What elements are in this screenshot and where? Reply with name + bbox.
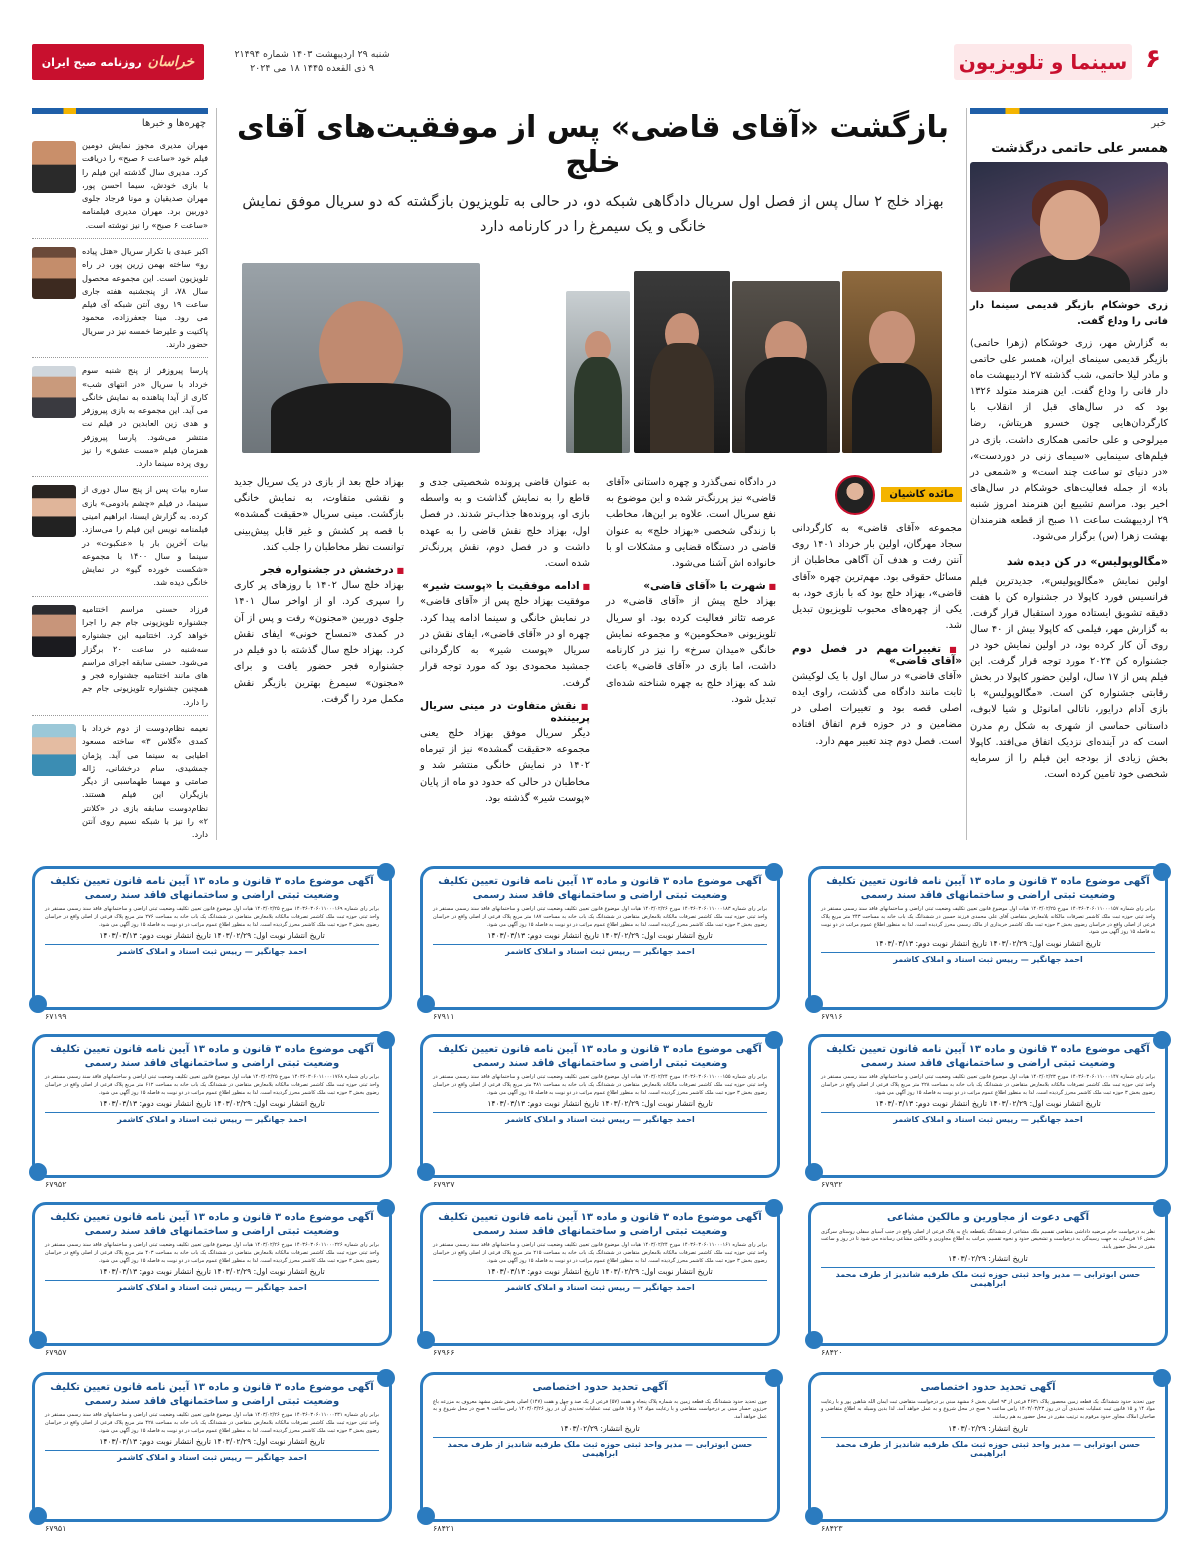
article-paragraph: بهزاد خلج سال ۱۴۰۲ با روزهای پر کاری را سپری کرد. او از اواخر سال ۱۴۰۱ جلوی دوربین «مجنون» رفت و پس از آن در کمدی «تمساح خونی» ایفای نقش کرد. بهزاد خلج سال گذشته با دو فیلم در جشنواره فجر حضور یافت و برای «مجنون» سیمرغ بهترین بازیگر نقش مکمل مرد را گرفت. [234, 580, 404, 705]
article-paragraph: به عنوان قاضی پرونده شخصیتی جدی و قاطع را به نمایش گذاشت و به واسطه بازی او، پرونده‌ها جذاب‌تر شدند. در فصل اول، بهزاد خلج نقش قاضی را به عهده داشت و در فصل دوم، نقش پررنگ‌تر شده است. [420, 476, 590, 569]
notice-body: برابر رای شماره ۱۴۰۳۶۰۳۰۶۰۱۱۰۰۰۱۶۹ مورخ ۱۴۰۳/۰۲/۲۵ هیات اول موضوع قانون تعیین تکلیف وضعیت ثبتی اراضی و ساختمانهای فاقد سند رسمی مستقر در واحد ثبتی حوزه ثبت ملک کاشمر تصرفات مالکانه بلامعارض متقاضی در ششدانگ یک باب خانه به مساحت ۲۷۶ متر مربع پلاک فرعی از اصلی واقع در خراسان رضوی بخش ۳ حوزه ثبت ملک کاشمر محرز گردیده است. لذا به منظور اطلاع عموم مراتب در دو نوبت به فاصله ۱۵ روز آگهی می شود. [45, 906, 379, 928]
notice-body: برابر رای شماره ۱۴۰۳۶۰۳۰۶۰۱۱۰۰۰۱۵۷ مورخ ۱۴۰۳/۰۲/۲۵ هیات اول موضوع قانون تعیین تکلیف وضعیت ثبتی اراضی و ساختمانهای فاقد سند رسمی مستقر در واحد ثبتی حوزه ثبت ملک کاشمر تصرفات مالکانه بلامعارض متقاضی آقای علی محمدی فرزند حسین در ششدانگ یک باب خانه به مساحت ۲۴۳ متر مربع پلاک فرعی از اصلی واقع در خراسان رضوی بخش ۳ حوزه ثبت ملک کاشمر خریداری از مالک رسمی محرز گردیده است. لذا به منظور اطلاع عموم مراتب در دو نوبت به فاصله ۱۵ روز آگهی می شود. [821, 906, 1156, 936]
notice-title: آگهی موضوع ماده ۳ قانون و ماده ۱۳ آیین نامه قانون تعیین تکلیف وضعیت ثبتی اراضی و ساختمانهای فاقد سند رسمی [50, 1212, 374, 1237]
legal-notice [32, 1372, 392, 1533]
issue-date [212, 48, 412, 76]
article-photo [634, 271, 730, 453]
page-number: ۶ [1145, 44, 1161, 74]
corner-ornament-icon [805, 1507, 823, 1525]
article-photo [242, 263, 480, 453]
brand-tagline: روزنامه صبح ایران [41, 55, 142, 69]
notice-title: آگهی موضوع ماده ۳ قانون و ماده ۱۳ آیین نامه قانون تعیین تکلیف وضعیت ثبتی اراضی و ساختمانهای فاقد سند رسمی [826, 1044, 1150, 1069]
byline [792, 475, 962, 515]
corner-ornament-icon [29, 1331, 47, 1349]
photo-figure-body [271, 383, 451, 453]
notice-dates: تاریخ انتشار نوبت اول: ۱۴۰۳/۰۲/۲۹ تاریخ انتشار نوبت دوم: ۱۴۰۳/۰۳/۱۳ [99, 1437, 325, 1447]
legal-notice [420, 1372, 780, 1533]
news-body: به گزارش مهر، زری خوشکام (زهرا حاتمی) بازیگر قدیمی سینمای ایران، همسر علی حاتمی و مادر لیلا حاتمی، شب گذشته ۲۷ اردیبهشت ماه دار فانی را وداع گفت. این هنرمند متولد ۱۳۲۶ بود که در سال‌های قبل از انقلاب با کارگردان‌هایی چون خسرو هریتاش، رضا میرلوحی و علی حاتمی همکاری داشت. بازی در فیلم‌های سینمایی «سیمای زنی در دوردست»، «در دنیای تو ساعت چند است» و «شمعی در باد» از جمله فعالیت‌های خوشکام در سال‌های اخیر بود. مراسم تشییع این هنرمند امروز شنبه ۲۹ اردیبهشت ساعت ۱۱ صبح از قطعه هنرمندان بهشت زهرا (س) برگزار می‌شود. [970, 338, 1169, 542]
notice-signature: احمد جهانگیر — رییس ثبت اسناد و املاک کاشمر [821, 1112, 1155, 1124]
article-photo [566, 291, 630, 453]
article-paragraph: مجموعه «آقای قاضی» به کارگردانی سجاد مهرگان، اولین بار خرداد ۱۴۰۱ روی آنتن رفت و هدف آن آگاهی مخاطبان از مسائل حقوقی بود. مهم‌ترین چهره «آقای قاضی»، بهزاد خلج بود که با بازی خود، به یکی از چهره‌های محبوب تلویزیون تبدیل شد. [792, 522, 962, 632]
news-subbody: اولین نمایش «مگالوپولیس»، جدیدترین فیلم فرانسیس فورد کاپولا در جشنواره کن با هفت دقیقه تشویق ایستاده مورد استقبال قرار گرفت. به گزارش مهر، فیلمی که کاپولا بیش از ۴۰ سال روی آن کار کرده بود، در اولین نمایش خود در جشنواره کن ۲۰۲۴ مورد توجه قرار گرفت. این فیلم پس از ۱۷ سال، اولین حضور کاپولا در بخش رقابتی جشنواره کن است. «مگالوپولیس» با بازی آدام درایور، ناتالی امانوئل و شیا لابوف، داستانی حماسی از شهری به شکل رم مدرن است که در آینده‌ای نزدیک اتفاق می‌افتد. کاپولا بخش زیادی از بودجه این فیلم را از سرمایه شخصی خود تامین کرده است. [970, 575, 1169, 780]
person-photo [32, 247, 76, 299]
author-avatar [835, 475, 875, 515]
people-news-column [32, 108, 208, 848]
photo-figure-body [574, 357, 622, 453]
photo-figure-body [852, 363, 932, 453]
issue-date-line1: شنبه ۲۹ اردیبهشت ۱۴۰۳ شماره ۲۱۴۹۴ [234, 49, 390, 60]
main-article [224, 108, 962, 925]
news-column [970, 108, 1168, 783]
corner-ornament-icon [765, 1369, 783, 1387]
person-photo [32, 485, 76, 537]
legal-notice [32, 866, 392, 1021]
people-news-text: ساره بیات پس از پنج سال دوری از سینما، در فیلم «چشم بادومی» بازی کرده. به گزارش ایسنا، ابراهیم امینی فیلمنامه نویس این فیلم را می‌سازد. بیات آخرین بار با «عنکبوت» در سینما و سال ۱۴۰۰ با مجموعه «شکست خورده گیو» در نمایش خانگی دیده شد. [82, 484, 208, 588]
notice-signature: حسن ابوترابی — مدیر واحد ثبتی حوزه ثبت ملک طرقبه شاندیز از طرف محمد ابراهیمی [821, 1437, 1155, 1458]
corner-ornament-icon [417, 1507, 435, 1525]
article-paragraph: بهزاد خلج بعد از بازی در یک سریال جدید و نقشی متفاوت، به نمایش خانگی بازگشت. مینی سریال «حقیقت گمشده» با قصه پر کشش و غیر قابل پیش‌بینی توانست نظر مخاطبان را جلب کند. [234, 476, 404, 553]
notice-code: ۶۷۹۳۲ [821, 1180, 843, 1189]
notice-code: ۶۷۹۵۷ [45, 1348, 67, 1357]
article-subheading: ■ نقش متفاوت در مینی سریال پربیننده [420, 700, 590, 724]
corner-ornament-icon [417, 1331, 435, 1349]
corner-ornament-icon [29, 1507, 47, 1525]
people-news-item [32, 716, 208, 848]
notice-body: چون تحدید حدود ششدانگ یک قطعه زمین به شماره پلاک پنجاه و هفت (۵۷) فرعی از یک صد و چهل و هفت (۱۴۷) اصلی بخش شش مشهد معروف به مزرعه باغ حرزون حسار مبنی بر درخواست متقاضی و با رعایت مواد ۱۴ و ۱۵ قانون ثبت عملیات تحدیدی آن در روز ۱۴۰۳/۰۳/۲۶ راس ساعت ۹ صبح در محل شروع و به عمل خواهد آمد. [433, 1398, 768, 1420]
legal-notice [808, 866, 1168, 1021]
people-news-item [32, 133, 208, 239]
person-photo [32, 724, 76, 776]
notice-signature: احمد جهانگیر — رییس ثبت اسناد و املاک کاشمر [45, 1280, 379, 1292]
column-label: چهره‌ها و خبرها [141, 118, 206, 129]
notice-dates: تاریخ انتشار: ۱۴۰۳/۰۲/۲۹ [948, 1423, 1028, 1433]
corner-ornament-icon [805, 995, 823, 1013]
newspaper-brand [32, 44, 204, 80]
notice-code: ۶۷۹۵۲ [45, 1180, 67, 1189]
notice-title: آگهی موضوع ماده ۳ قانون و ماده ۱۳ آیین نامه قانون تعیین تکلیف وضعیت ثبتی اراضی و ساختمانهای فاقد سند رسمی [50, 1382, 374, 1407]
article-body [224, 475, 962, 925]
notice-title: آگهی موضوع ماده ۳ قانون و ماده ۱۳ آیین نامه قانون تعیین تکلیف وضعیت ثبتی اراضی و ساختمانهای فاقد سند رسمی [438, 1212, 762, 1237]
notice-code: ۶۷۹۳۷ [433, 1180, 455, 1189]
corner-ornament-icon [377, 863, 395, 881]
notice-dates: تاریخ انتشار نوبت اول: ۱۴۰۳/۰۲/۲۹ تاریخ انتشار نوبت دوم: ۱۴۰۳/۰۳/۱۳ [99, 931, 325, 941]
photo-figure-face [1040, 190, 1100, 260]
corner-ornament-icon [29, 1163, 47, 1181]
notice-body: نظر به درخواست خانم مرضیه داداشی متقاضی تقسیم ملک مشاعی از ششدانگ یکقطعه باغ به پلاک فرعی از اصلی واقع در جنب آسیای سفلی روستای سرگزی بخش ۱۶ فریمان، به جهت رسیدگی به درخواست و تشخیص حدود و نحوه تقسیم، مراتب به اطلاع مجاورین و مالکین مشاعی رسانده می شود تا در روز و ساعت مقرر در محل حضور یابند. [821, 1228, 1155, 1250]
corner-ornament-icon [805, 1163, 823, 1181]
notice-code: ۶۷۹۱۶ [821, 1012, 843, 1021]
notice-dates: تاریخ انتشار نوبت اول: ۱۴۰۳/۰۲/۲۹ تاریخ انتشار نوبت دوم: ۱۴۰۳/۰۳/۱۳ [875, 939, 1101, 948]
notice-dates: تاریخ انتشار: ۱۴۰۳/۰۲/۲۹ [560, 1423, 640, 1433]
article-subheading: ■ تغییرات مهم در فصل دوم «آقای قاضی» [792, 643, 962, 667]
article-deck: بهزاد خلج ۲ سال پس از فصل اول سریال دادگاهی شبکه دو، در حالی به تلویزیون بازگشته که دو سریال موفق نمایش خانگی و یک سیمرغ را در کارنامه دارد [242, 194, 944, 236]
notice-dates: تاریخ انتشار: ۱۴۰۳/۰۲/۲۹ [948, 1253, 1028, 1263]
notice-title: آگهی موضوع ماده ۳ قانون و ماده ۱۳ آیین نامه قانون تعیین تکلیف وضعیت ثبتی اراضی و ساختمانهای فاقد سند رسمی [50, 1044, 374, 1069]
news-intro: زری خوشکام بازیگر قدیمی سینما دار فانی را وداع گفت. [970, 300, 1168, 328]
article-headline: بازگشت «آقای قاضی» پس از موفقیت‌های آقای خلج [237, 110, 949, 180]
section-title: سینما و تلویزیون [954, 44, 1132, 80]
notice-body: برابر رای شماره ۱۴۰۳۶۰۳۰۶۰۱۱۰۰۰۲۲۶ مورخ ۱۴۰۳/۰۲/۲۶ هیات اول موضوع قانون تعیین تکلیف وضعیت ثبتی اراضی و ساختمانهای فاقد سند رسمی مستقر در واحد ثبتی حوزه ثبت ملک کاشمر تصرفات مالکانه بلامعارض متقاضی در ششدانگ یک باب خانه به مساحت ۴۰۳ متر مربع پلاک فرعی از اصلی واقع در خراسان رضوی بخش ۳ حوزه ثبت ملک کاشمر محرز گردیده است. لذا به منظور اطلاع عموم مراتب در دو نوبت به فاصله ۱۵ روز آگهی می شود. [45, 1242, 379, 1264]
legal-notice [808, 1372, 1168, 1533]
corner-ornament-icon [417, 995, 435, 1013]
corner-ornament-icon [1153, 863, 1171, 881]
brand-logo: خراسان [147, 54, 195, 70]
people-news-text: مهران مدیری مجوز نمایش دومین فیلم خود «ساعت ۶ صبح» را دریافت کرد. مدیری سال گذشته این فیلم را با بازی خودش، سیما احسن پور، مهران صدیقیان و مونا فرجاد جلوی دوربین برد. مهران مدیری فیلمنامه «ساعت ۶ صبح» را نیز نوشته است. [82, 140, 208, 230]
people-news-text: نعیمه نظام‌دوست از دوم خرداد با کمدی «گلاس ۳» ساخته مسعود اطیابی به سینما می آید. پژمان جمشیدی، سام درخشانی، ژاله صامتی و مهسا طهماسبی از دیگر بازیگران این فیلم هستند. نظام‌دوست سابقه بازی در «کلانتر ۲» را نیز با شبکه نسیم روی آنتن دارد. [82, 722, 208, 840]
article-column [606, 475, 776, 708]
notice-body: برابر رای شماره ۱۴۰۳۶۰۳۰۶۰۱۱۰۰۰۱۴۷ مورخ ۱۴۰۳/۰۲/۲۳ هیات اول موضوع قانون تعیین تکلیف وضعیت ثبتی اراضی و ساختمانهای فاقد سند رسمی مستقر در واحد ثبتی حوزه ثبت ملک کاشمر تصرفات مالکانه بلامعارض متقاضی در ششدانگ یک باب خانه به مساحت ۲۲۸ متر مربع پلاک فرعی از اصلی واقع در خراسان رضوی بخش ۳ حوزه ثبت ملک کاشمر محرز گردیده است. لذا به منظور اطلاع عموم مراتب در دو نوبت به فاصله ۱۵ روز آگهی می شود. [821, 1074, 1155, 1096]
notice-dates: تاریخ انتشار نوبت اول: ۱۴۰۳/۰۲/۲۹ تاریخ انتشار نوبت دوم: ۱۴۰۳/۰۳/۱۳ [99, 1267, 325, 1277]
notice-code: ۶۷۹۶۶ [433, 1348, 455, 1357]
news-headline: همسر علی حاتمی درگذشت [991, 141, 1168, 156]
corner-ornament-icon [1153, 1031, 1171, 1049]
article-column [420, 475, 590, 807]
column-label: خبر [1151, 118, 1166, 129]
notice-signature: احمد جهانگیر — رییس ثبت اسناد و املاک کاشمر [45, 1450, 379, 1462]
notice-title: آگهی دعوت از مجاورین و مالکین مشاعی [886, 1212, 1090, 1223]
notice-signature: احمد جهانگیر — رییس ثبت اسناد و املاک کاشمر [433, 1280, 767, 1292]
notice-title: آگهی موضوع ماده ۳ قانون و ماده ۱۳ آیین نامه قانون تعیین تکلیف وضعیت ثبتی اراضی و ساختمانهای فاقد سند رسمی [826, 876, 1150, 901]
notice-title: آگهی موضوع ماده ۳ قانون و ماده ۱۳ آیین نامه قانون تعیین تکلیف وضعیت ثبتی اراضی و ساختمانهای فاقد سند رسمی [438, 1044, 762, 1069]
notice-body: برابر رای شماره ۱۴۰۳۶۰۳۰۶۰۱۱۰۰۰۱۸۳ مورخ ۱۴۰۳/۰۲/۲۶ هیات اول موضوع قانون تعیین تکلیف وضعیت ثبتی اراضی و ساختمانهای فاقد سند رسمی مستقر در واحد ثبتی حوزه ثبت ملک کاشمر تصرفات مالکانه بلامعارض متقاضی در ششدانگ یک باب خانه به مساحت ۱۸۷ متر مربع پلاک فرعی از اصلی واقع در خراسان رضوی بخش ۳ حوزه ثبت ملک کاشمر محرز گردیده است. لذا به منظور اطلاع عموم مراتب در دو نوبت به فاصله ۱۵ روز آگهی می شود. [433, 906, 767, 928]
corner-ornament-icon [765, 1199, 783, 1217]
photo-figure-body [650, 343, 714, 453]
article-photo [842, 271, 942, 453]
notice-title: آگهی موضوع ماده ۳ قانون و ماده ۱۳ آیین نامه قانون تعیین تکلیف وضعیت ثبتی اراضی و ساختمانهای فاقد سند رسمی [438, 876, 762, 901]
corner-ornament-icon [1153, 1199, 1171, 1217]
people-news-text: فرزاد حسنی مراسم اختتامیه جشنواره تلویزیونی جام جم را اجرا خواهد کرد. اختتامیه این جشنواره سه‌شنبه در ساعت ۲۰ برگزار می‌شود. حسنی سابقه اجرای مراسم های مانند اختتامیه جشنواره فجر و همچنین جشنواره تلویزیونی جام جم را دارد. [82, 603, 208, 707]
corner-ornament-icon [29, 995, 47, 1013]
masthead [32, 44, 1168, 80]
people-news-text: اکبر عبدی با تکرار سریال «هتل پیاده رو» ساخته بهمن زرین پور، در راه تلویزیون است. این مجموعه محصول سال ۷۸، از پنجشنبه هفته جاری ساعت ۱۹ روی آنتن شبکه آی فیلم می رود. مینا جعفرزاده، محمود پاکنیت و علیرضا خمسه نیز در سریال حضور دارند. [82, 245, 208, 349]
people-news-item [32, 358, 208, 477]
article-column [234, 475, 404, 708]
notice-code: ۶۷۹۱۱ [433, 1012, 455, 1021]
article-subheading: ■ درخشش در جشنواره فجر [234, 564, 404, 576]
notice-code: ۶۸۴۲۱ [433, 1524, 455, 1533]
legal-notice [32, 1202, 392, 1357]
article-subheading: ■ ادامه موفقیت با «پوست شیر» [420, 580, 590, 592]
notice-body: برابر رای شماره ۱۴۰۳۶۰۳۰۶۰۱۱۰۰۰۱۶۱ مورخ ۱۴۰۳/۰۲/۲۴ هیات اول موضوع قانون تعیین تکلیف وضعیت ثبتی اراضی و ساختمانهای فاقد سند رسمی مستقر در واحد ثبتی حوزه ثبت ملک کاشمر تصرفات مالکانه بلامعارض متقاضی در ششدانگ یک باب خانه به مساحت ۲۱۵ متر مربع پلاک فرعی از اصلی واقع در خراسان رضوی بخش ۳ حوزه ثبت ملک کاشمر محرز گردیده است. لذا به منظور اطلاع عموم مراتب در دو نوبت به فاصله ۱۵ روز آگهی می شود. [433, 1242, 767, 1264]
notice-dates: تاریخ انتشار نوبت اول: ۱۴۰۳/۰۲/۲۹ تاریخ انتشار نوبت دوم: ۱۴۰۳/۰۳/۱۳ [487, 1267, 713, 1277]
people-news-item [32, 477, 208, 596]
legal-notice [420, 866, 780, 1021]
notice-body: برابر رای شماره ۱۴۰۳۶۰۳۰۶۰۱۱۰۰۰۱۵۵ مورخ ۱۴۰۳/۰۲/۲۴ هیات اول موضوع قانون تعیین تکلیف وضعیت ثبتی اراضی و ساختمانهای فاقد سند رسمی مستقر در واحد ثبتی حوزه ثبت ملک کاشمر تصرفات مالکانه بلامعارض متقاضی در ششدانگ یک باب خانه به مساحت ۳۸۱ متر مربع پلاک فرعی از اصلی واقع در خراسان رضوی بخش ۳ حوزه ثبت ملک کاشمر محرز گردیده است. لذا به منظور اطلاع عموم مراتب در دو نوبت به فاصله ۱۵ روز آگهی می شود. [433, 1074, 767, 1096]
article-paragraph: در دادگاه نمی‌گذرد و چهره داستانی «آقای قاضی» نیز پررنگ‌تر شده و این موضوع به نفع سریال است. علاوه بر این‌ها، مخاطب با زندگی شخصی «بهزاد خلج» به عنوان قاضی در دستگاه قضایی و مشکلات او با خانواده اش آشنا می‌شود. [606, 476, 776, 569]
notice-signature: احمد جهانگیر — رییس ثبت اسناد و املاک کاشمر [433, 944, 767, 956]
notice-signature: حسن ابوترابی — مدیر واحد ثبتی حوزه ثبت ملک طرقبه شاندیز از طرف محمد ابراهیمی [821, 1267, 1155, 1288]
notice-dates: تاریخ انتشار نوبت اول: ۱۴۰۳/۰۲/۲۹ تاریخ انتشار نوبت دوم: ۱۴۰۳/۰۳/۱۳ [487, 931, 713, 941]
person-photo [32, 605, 76, 657]
notice-body: چون تحدید حدود ششدانگ یک قطعه زمین محصور پلاک ۴۶۳۱ فرعی از ۹۳ اصلی بخش ۶ مشهد مبنی بر درخواست متقاضی ثبت ایمان الله شاهین پور و با رعایت مواد ۱۴ و ۱۵ قانون ثبت عملیات تحدیدی آن در روز ۱۴۰۳/۰۳/۲۳ راس ساعت ۹ صبح در محل شروع و به عمل خواهد آمد. لذا بدین وسیله به اطلاع متقاضی و صاحبان املاک مجاور حدود مرقوم به ترتیب مقرر در محل حضور به هم رسانند. [821, 1398, 1155, 1420]
notice-dates: تاریخ انتشار نوبت اول: ۱۴۰۳/۰۲/۲۹ تاریخ انتشار نوبت دوم: ۱۴۰۳/۰۳/۱۳ [99, 1099, 325, 1109]
news-photo [970, 162, 1168, 292]
people-news-text: پارسا پیروزفر از پنج شنبه سوم خرداد با سریال «در انتهای شب» کاری از آیدا پناهنده به نمایش خانگی می آید. این مجموعه به بازی پیروزفر و هدی زین العابدین در فیلم نت منتشر می‌شود. پارسا پیروزفر همزمان فیلم «مست عشق» را نیز روی پرده سینما دارد. [82, 365, 208, 469]
column-divider [966, 108, 967, 840]
notice-code: ۶۸۴۲۳ [821, 1524, 843, 1533]
notice-title: آگهی تحدید حدود اختصاصی [920, 1382, 1056, 1393]
legal-notice [808, 1034, 1168, 1189]
notice-signature: احمد جهانگیر — رییس ثبت اسناد و املاک کاشمر [45, 1112, 379, 1124]
notice-signature: احمد جهانگیر — رییس ثبت اسناد و املاک کاشمر [45, 944, 379, 956]
legal-notice [32, 1034, 392, 1189]
article-column [792, 475, 962, 750]
article-photo-strip [224, 263, 962, 453]
photo-figure-face [869, 311, 915, 367]
corner-ornament-icon [377, 1199, 395, 1217]
news-subheadline: «مگالوپولیس» در کن دیده شد [1006, 554, 1168, 568]
article-paragraph: «آقای قاضی» در سال اول با یک لوکیشن ثابت مانند دادگاه می گذشت، راوی ایده اصلی قصه بود و تغییرات اصلی در مضامین و در حوزه فرم اتفاق افتاده است. فصل دوم چند تغییر مهم دارد. [792, 670, 962, 747]
legal-notices [32, 866, 1168, 1546]
legal-notice [420, 1034, 780, 1189]
column-divider [216, 108, 217, 840]
people-news-item [32, 597, 208, 716]
people-news-item [32, 239, 208, 358]
article-paragraph: موفقیت بهزاد خلج پس از «آقای قاضی» در نمایش خانگی و سینما ادامه پیدا کرد. چهره او در «آقای قاضی»، ایفای نقش در سریال «پوست شیر» به کارگردانی جمشید محمودی بود که مورد توجه قرار گرفت. [420, 596, 590, 689]
notice-signature: احمد جهانگیر — رییس ثبت اسناد و املاک کاشمر [821, 952, 1155, 964]
legal-notice [420, 1202, 780, 1357]
corner-ornament-icon [765, 1031, 783, 1049]
author-name: مائده کاشیان [881, 487, 962, 502]
notice-signature: احمد جهانگیر — رییس ثبت اسناد و املاک کاشمر [433, 1112, 767, 1124]
notice-code: ۶۷۹۵۱ [45, 1524, 67, 1533]
notice-signature: حسن ابوترابی — مدیر واحد ثبتی حوزه ثبت ملک طرقبه شاندیز از طرف محمد ابراهیمی [433, 1437, 767, 1458]
article-paragraph: بهزاد خلج پیش از «آقای قاضی» در عرصه تئاتر فعالیت کرده بود. او سریال تلویزیونی «محکومین» و مجموعه نمایش خانگی «میدان سرخ» را نیز در کارنامه داشت، اما بازی در «آقای قاضی» باعث شد که بهزاد خلج به چهره شناخته شده‌ای تبدیل شود. [606, 596, 776, 705]
notice-body: برابر رای شماره ۱۴۰۳۶۰۳۰۶۰۱۱۰۰۰۱۷۶۸ مورخ ۱۴۰۳/۰۲/۲۵ هیات اول موضوع قانون تعیین تکلیف وضعیت ثبتی اراضی و ساختمانهای فاقد سند رسمی مستقر در واحد ثبتی حوزه ثبت ملک کاشمر تصرفات مالکانه بلامعارض متقاضی در ششدانگ یک باب خانه به مساحت ۶۱۲ متر مربع پلاک فرعی از اصلی واقع در خراسان رضوی بخش ۳ حوزه ثبت ملک کاشمر محرز گردیده است. لذا به منظور اطلاع عموم مراتب در دو نوبت به فاصله ۱۵ روز آگهی می شود. [45, 1074, 379, 1096]
person-photo [32, 141, 76, 193]
notice-dates: تاریخ انتشار نوبت اول: ۱۴۰۳/۰۲/۲۹ تاریخ انتشار نوبت دوم: ۱۴۰۳/۰۳/۱۳ [487, 1099, 713, 1109]
article-subheading: ■ شهرت با «آقای قاضی» [606, 580, 776, 592]
corner-ornament-icon [417, 1163, 435, 1181]
photo-figure-body [745, 357, 827, 453]
corner-ornament-icon [377, 1031, 395, 1049]
notice-title: آگهی تحدید حدود اختصاصی [532, 1382, 668, 1393]
corner-ornament-icon [1153, 1369, 1171, 1387]
corner-ornament-icon [377, 1369, 395, 1387]
notice-dates: تاریخ انتشار نوبت اول: ۱۴۰۳/۰۲/۲۹ تاریخ انتشار نوبت دوم: ۱۴۰۳/۰۳/۱۳ [875, 1099, 1101, 1109]
notice-body: برابر رای شماره ۱۴۰۳۶۰۳۰۶۰۱۱۰۰۰۲۳۱ مورخ ۱۴۰۳/۰۲/۲۶ هیات اول موضوع قانون تعیین تکلیف وضعیت ثبتی اراضی و ساختمانهای فاقد سند رسمی مستقر در واحد ثبتی حوزه ثبت ملک کاشمر تصرفات مالکانه بلامعارض متقاضی در ششدانگ یک باب خانه به مساحت ۴۲۸ متر مربع پلاک فرعی از اصلی واقع در خراسان رضوی بخش ۳ حوزه ثبت ملک کاشمر محرز گردیده است. لذا به منظور اطلاع عموم مراتب در دو نوبت به فاصله ۱۵ روز آگهی می شود. [45, 1412, 379, 1434]
notice-code: ۶۷۱۹۹ [45, 1012, 67, 1021]
person-photo [32, 366, 76, 418]
notice-title: آگهی موضوع ماده ۳ قانون و ماده ۱۳ آیین نامه قانون تعیین تکلیف وضعیت ثبتی اراضی و ساختمانهای فاقد سند رسمی [50, 876, 374, 901]
article-photo [732, 281, 840, 453]
article-paragraph: دیگر سریال موفق بهزاد خلج یعنی مجموعه «حقیقت گمشده» نیز از تیرماه ۱۴۰۲ در نمایش خانگی منتشر شد و مخاطبان در حالی که حدود دو ماه از پایان «پوست شیر» گذشته بود. [420, 727, 590, 804]
legal-notice [808, 1202, 1168, 1357]
corner-ornament-icon [765, 863, 783, 881]
notice-code: ۶۸۴۲۰ [821, 1348, 843, 1357]
corner-ornament-icon [805, 1331, 823, 1349]
issue-date-line2: ۹ ذی القعده ۱۴۴۵ ۱۸ می ۲۰۲۴ [250, 62, 374, 74]
